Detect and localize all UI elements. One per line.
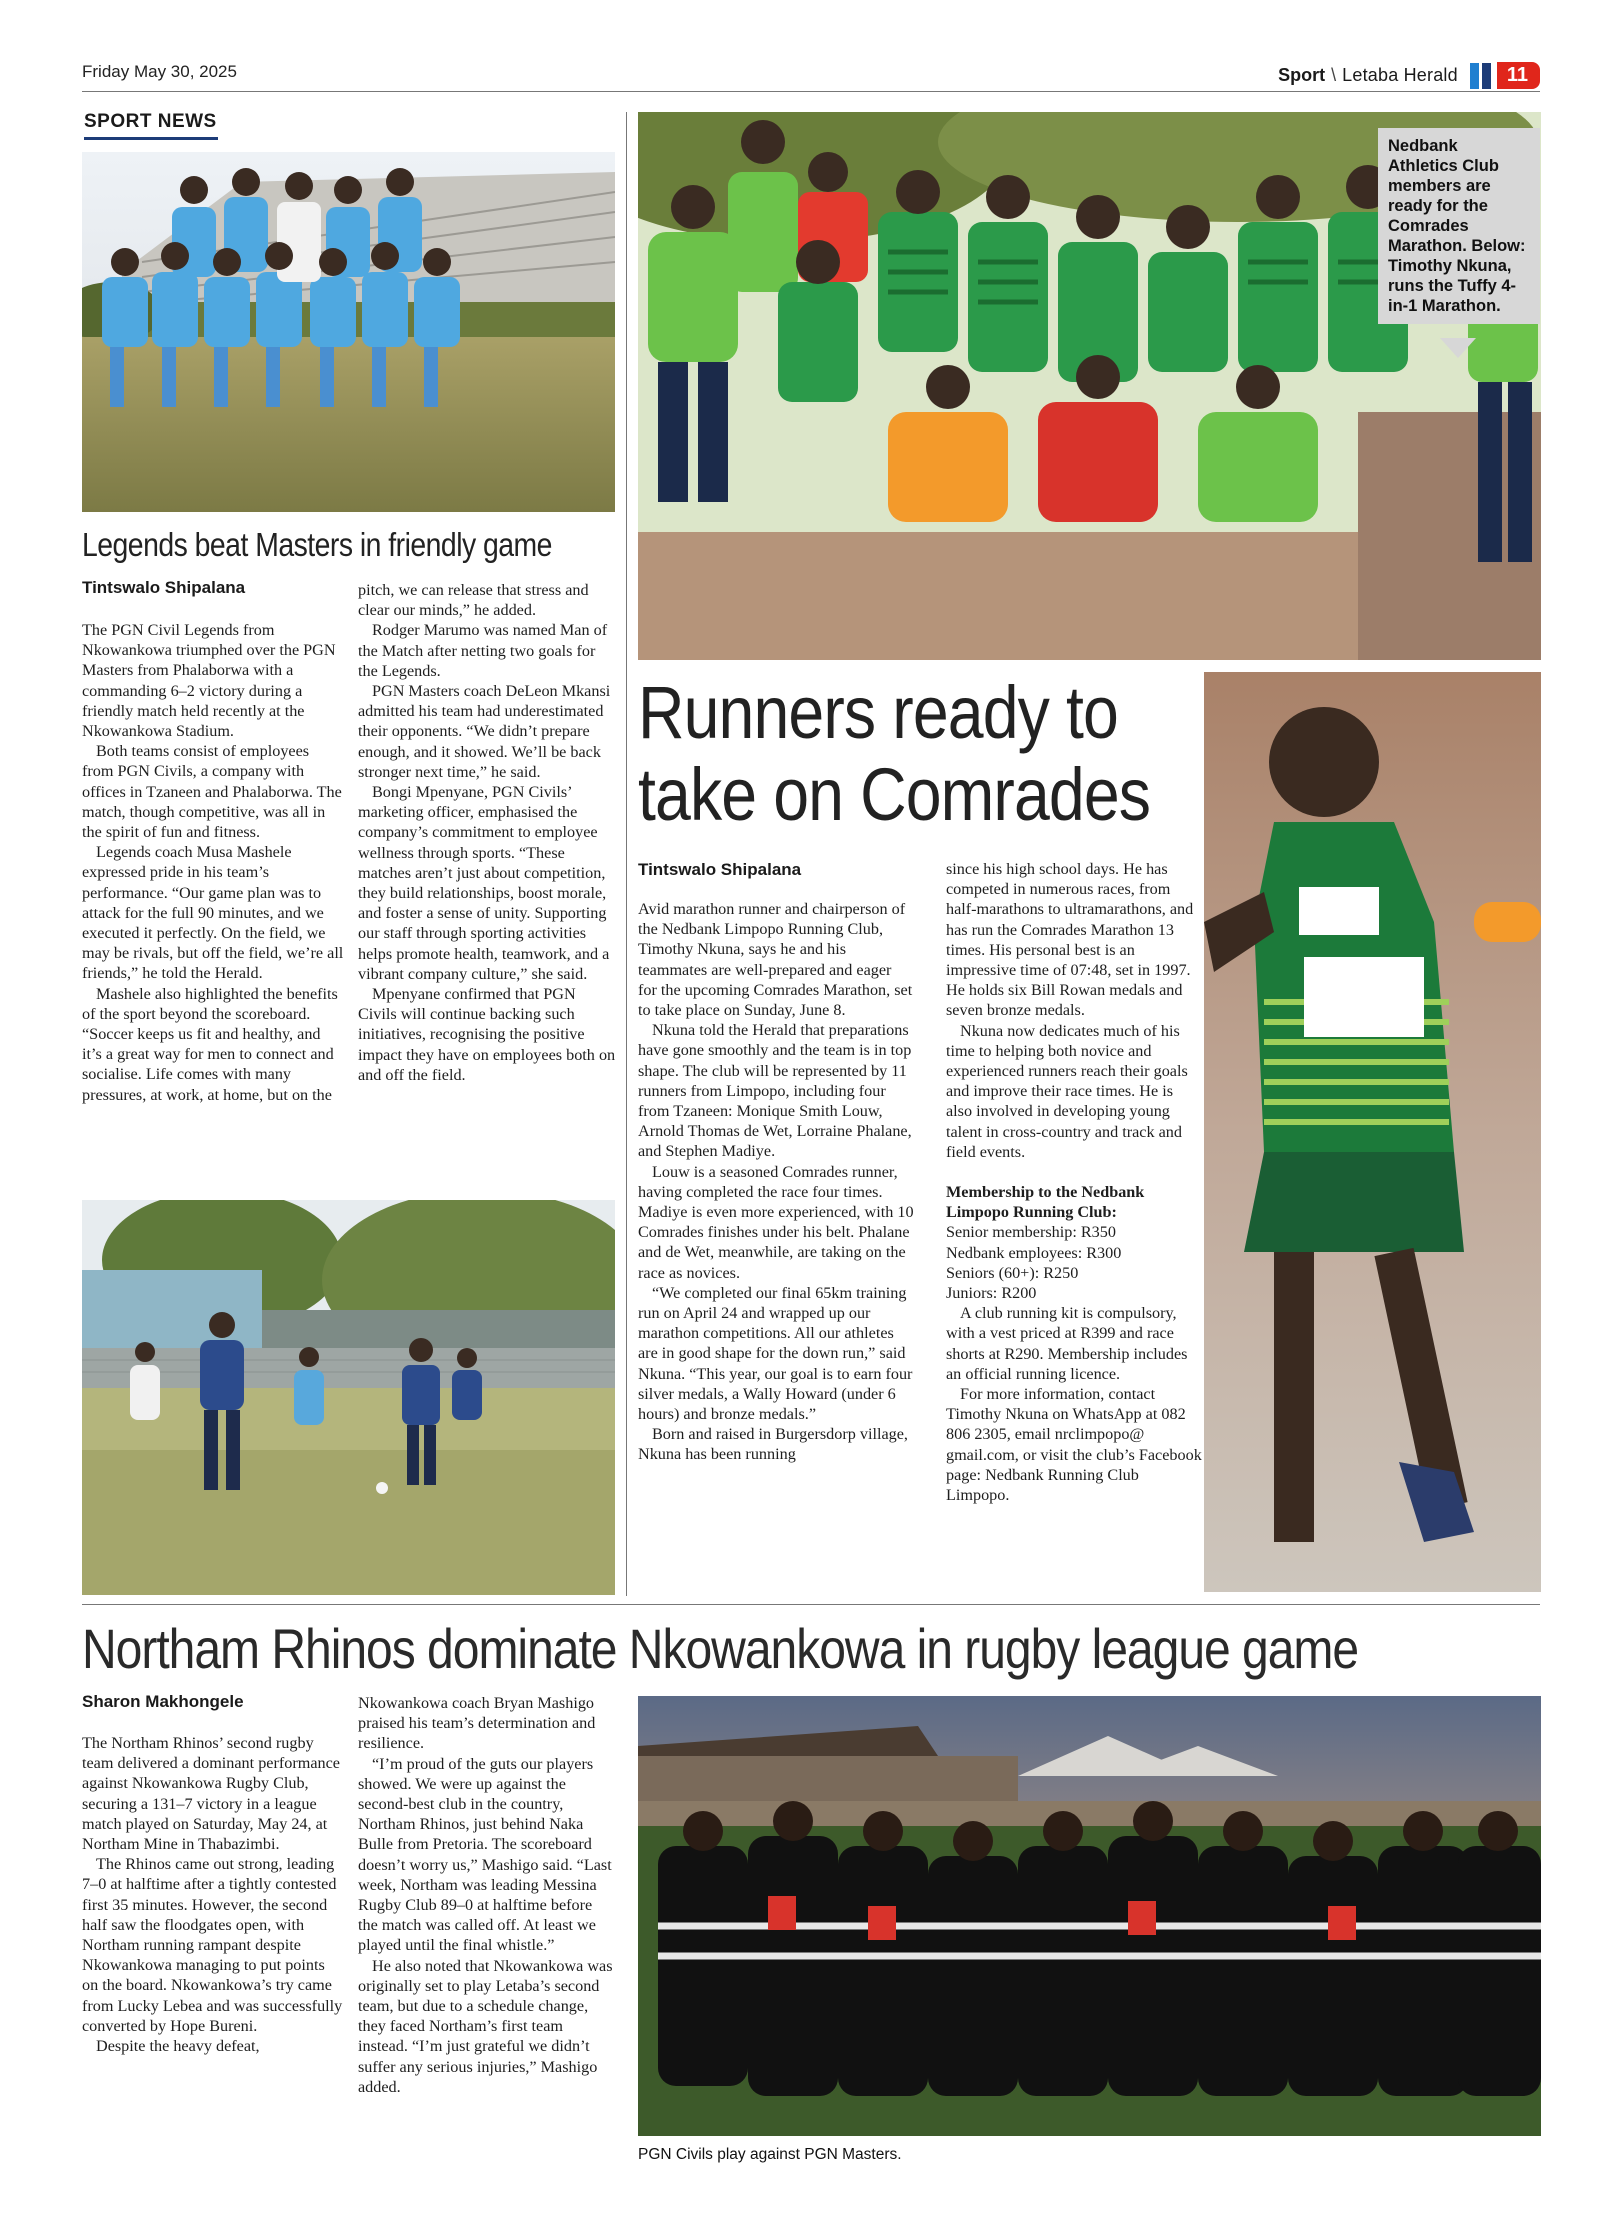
story1-paragraph: Rodger Marumo was named Man of the Match after netting two goals for the Legends. <box>358 621 608 680</box>
issue-date: Friday May 30, 2025 <box>82 62 237 81</box>
story2-paragraph: since his high school days. He has competed in numerous races, from half-marathons to ultramarathons, and has run the Comrades Marathon 13 times. His personal best is an impressive time of 07:48, set in 1997. He holds six Bill Rowan medals and seven bronze medals. <box>946 860 1194 1020</box>
story2-paragraph: Nkuna now dedicates much of his time to helping both novice and experienced runners reach their goals and improve their race times. He is also involved in developing young talent in cross-country and track and field events. <box>946 1021 1188 1161</box>
story3-byline: Sharon Makhongele <box>82 1692 244 1711</box>
section-label-underline <box>84 137 218 140</box>
membership-fee: Nedbank employees: R300 <box>946 1243 1122 1262</box>
story2-paragraph: Nkuna told the Herald that preparations have gone smoothly and the team is in top shape. The club will be represented by 11 runners from Limpopo, including four from Tzaneen: Monique Smith Louw, Arnold Thomas de Wet, Lorraine Phalane, and Stephen Madiye. <box>638 1021 912 1161</box>
story1-paragraph: pitch, we can release that stress and clear our minds,” he added. <box>358 581 589 620</box>
story3-headline: Northam Rhinos dominate Nkowankowa in rugby league game <box>82 1617 1359 1680</box>
story1-paragraph: Legends coach Musa Mashele expressed pride in his team’s performance. “Our game plan was to attack for the full 90 minutes, and we executed it perfectly. On the field, we may be rivals, but off the field, we’re all friends,” he told the Herald. <box>82 843 344 983</box>
soccer-team-photo <box>82 152 615 512</box>
story1-paragraph: The PGN Civil Legends from Nkowankowa triumphed over the PGN Masters from Phalaborwa with a commanding 6–2 victory during a friendly match held recently at the Nkowankowa Stadium. <box>82 621 336 741</box>
rugby-huddle-photo <box>638 1696 1541 2136</box>
story3-paragraph: The Northam Rhinos’ second rugby team delivered a dominant performance against Nkowankowa Rugby Club, securing a 131–7 victory in a league match played on Saturday, May 24, at Northam Mine in Thabazimbi. <box>82 1734 340 1854</box>
brand-bar-dark <box>1482 63 1491 89</box>
story1-paragraph: Mashele also highlighted the benefits of the sport beyond the scoreboard. “Soccer keeps us fit and healthy, and it’s a great way for men to connect and socialise. Life comes with many pressures, at work, at home, but on the <box>82 984 338 1104</box>
story1-headline: Legends beat Masters in friendly game <box>82 526 552 563</box>
runners-photo-caption: Nedbank Athletics Club members are ready for the Comrades Marathon. Below: Timothy Nkuna, runs the Tuffy 4-in-1 Marathon. <box>1378 128 1540 324</box>
page-number: 11 <box>1497 62 1540 89</box>
brand-bars <box>1470 63 1491 89</box>
story3-paragraph: Nkowankowa coach Bryan Mashigo praised his team’s determination and resilience. <box>358 1694 596 1753</box>
soccer-match-photo <box>82 1200 615 1595</box>
masthead-separator: \ <box>1331 65 1337 85</box>
caption-pointer <box>1440 338 1476 358</box>
story1-column-2 <box>358 580 616 1085</box>
story1-byline: Tintswalo Shipalana <box>82 578 246 597</box>
masthead <box>1278 62 1540 89</box>
story2-byline: Tintswalo Shipalana <box>638 860 802 879</box>
section-name: Sport <box>1278 65 1326 85</box>
story1-paragraph: Both teams consist of employees from PGN Civils, a company with offices in Tzaneen and Phalaborwa. The match, though competitive, was all in the spirit of fun and fitness. <box>82 742 342 842</box>
runner-action-photo <box>1204 672 1541 1592</box>
rugby-photo-caption: PGN Civils play against PGN Masters. <box>638 2146 902 2163</box>
membership-paragraph: For more information, contact Timothy Nkuna on WhatsApp at 082 806 2305, email nrclimpopo@ gmail.com, or visit the club’s Facebook page: Nedbank Running Club Limpopo. <box>946 1385 1202 1505</box>
membership-fee: Seniors (60+): R250 <box>946 1263 1079 1282</box>
publication-name: Letaba Herald <box>1342 65 1458 85</box>
story2-paragraph: Born and raised in Burgersdorp village, Nkuna has been running <box>638 1425 908 1464</box>
section-label: SPORT NEWS <box>84 111 217 132</box>
story2-column-1 <box>638 899 914 1465</box>
header-rule <box>82 91 1540 92</box>
story1-paragraph: PGN Masters coach DeLeon Mkansi admitted his team had underestimated their opponents. “We didn’t prepare enough, and it showed. We’ll be back stronger next time,” he said. <box>358 682 611 781</box>
section-rule <box>82 1604 1540 1605</box>
story1-paragraph: Mpenyane confirmed that PGN Civils will continue backing such initiatives, recognising the positive impact they have on employees both on and off the field. <box>358 985 616 1084</box>
story2-headline-line-1: Runners ready to <box>638 671 1118 754</box>
story2-paragraph: “We completed our final 65km training run on April 24 and wrapped up our marathon competitions. All our athletes are in good shape for the down run,” said Nkuna. “This year, our goal is to earn four silver medals, a Wally Howard (under 6 hours) and bronze medals.” <box>638 1283 913 1424</box>
story3-column-2 <box>358 1693 616 2097</box>
membership-fee: Senior membership: R350 <box>946 1223 1116 1242</box>
membership-fee: Juniors: R200 <box>946 1284 1037 1303</box>
story2-headline-line-2: take on Comrades <box>638 753 1151 836</box>
story3-paragraph: He also noted that Nkowankowa was originally set to play Letaba’s second team, but due to a schedule change, they faced Northam’s first team instead. “I’m just grateful we didn’t suffer any serious injuries,” Mashigo added. <box>358 1956 613 2096</box>
story3-paragraph: “I’m proud of the guts our players showed. We were up against the second-best club in the country, Northam Rhinos, just behind Naka Bulle from Pretoria. The scoreboard doesn’t worry us,” Mashigo said. “Last week, Northam was leading Messina Rugby Club 89–0 at halftime before the match was called off. At least we played until the final whistle.” <box>358 1754 612 1955</box>
story3-paragraph: The Rhinos came out strong, leading 7–0 at halftime after a tightly contested first 35 minutes. However, the second half saw the floodgates open, with Northam running rampant despite Nkowankowa managing to put points on the board. Nkowankowa’s try came from Lucky Lebea and was successfully converted by Hope Bureni. <box>82 1855 343 2035</box>
membership-paragraph: A club running kit is compulsory, with a vest priced at R399 and race shorts at R290. Membership includes an official running licence. <box>946 1304 1188 1383</box>
story3-column-1 <box>82 1733 344 2056</box>
column-rule <box>626 112 627 1596</box>
story2-headline <box>638 672 1177 836</box>
story2-paragraph: Louw is a seasoned Comrades runner, having completed the race four times. Madiye is even more experienced, with 10 Comrades finishes under his belt. Phalane and de Wet, meanwhile, are taking on the race as novices. <box>638 1162 914 1282</box>
story1-column-1 <box>82 620 344 1105</box>
story2-column-2 <box>946 859 1202 1505</box>
brand-bar-light <box>1470 63 1479 89</box>
story1-paragraph: Bongi Mpenyane, PGN Civils’ marketing officer, emphasised the company’s commitment to employee wellness through sports. “These matches aren’t just about competition, they build relationships, boost morale, and foster a sense of unity. Supporting our staff through sporting activities helps promote health, teamwork, and a vibrant company culture,” she said. <box>358 783 610 983</box>
membership-heading: Membership to the Nedbank Limpopo Running Club: <box>946 1183 1145 1222</box>
story2-paragraph: Avid marathon runner and chairperson of the Nedbank Limpopo Running Club, Timothy Nkuna, says he and his teammates are well-prepared and eager for the upcoming Comrades Marathon, set to take place on Sunday, June 8. <box>638 900 913 1020</box>
story3-paragraph: Despite the heavy defeat, <box>96 2037 260 2056</box>
